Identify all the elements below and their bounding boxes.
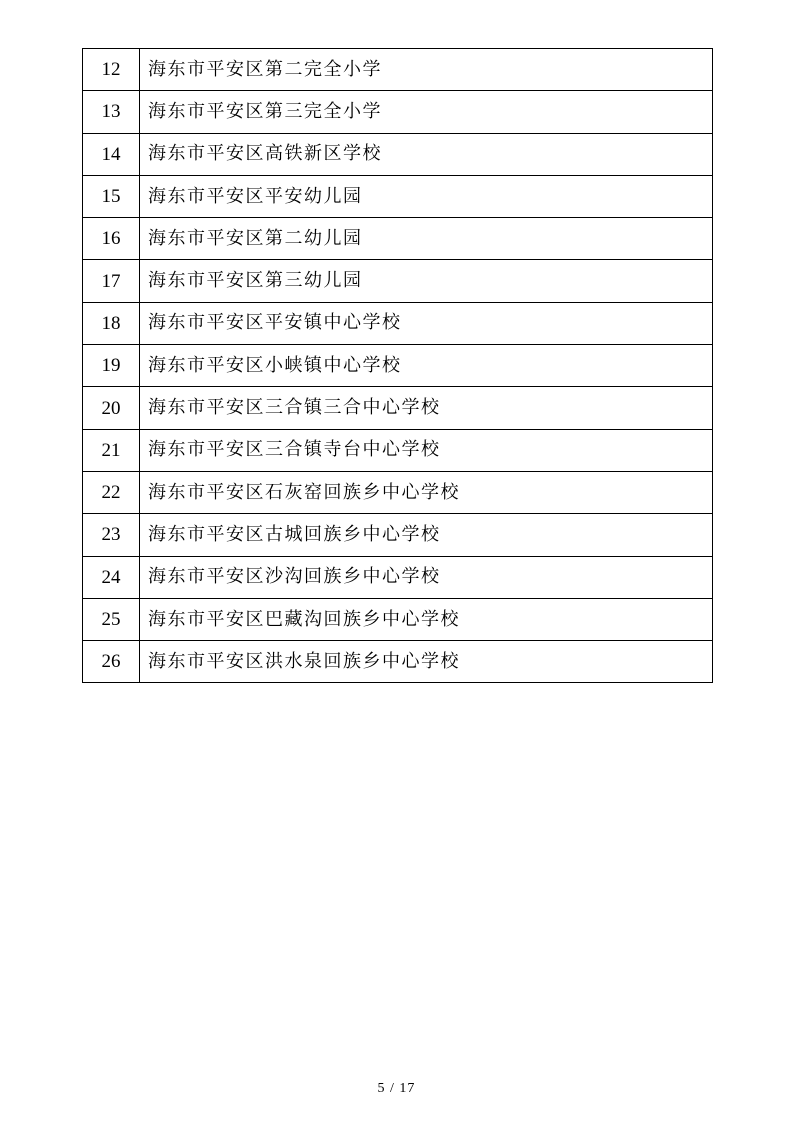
row-number: 19 <box>83 345 140 387</box>
table-row <box>83 556 713 598</box>
table-row <box>83 471 713 513</box>
table-row <box>83 514 713 556</box>
table-row <box>83 49 713 91</box>
row-number: 14 <box>83 133 140 175</box>
table-row <box>83 91 713 133</box>
school-list-table <box>82 48 713 683</box>
school-name: 海东市平安区洪水泉回族乡中心学校 <box>140 641 713 683</box>
school-name: 海东市平安区三合镇三合中心学校 <box>140 387 713 429</box>
page-number: 5 / 17 <box>377 1081 416 1096</box>
row-number: 25 <box>83 598 140 640</box>
table-row <box>83 175 713 217</box>
row-number: 24 <box>83 556 140 598</box>
school-name: 海东市平安区高铁新区学校 <box>140 133 713 175</box>
school-name: 海东市平安区沙沟回族乡中心学校 <box>140 556 713 598</box>
table-row <box>83 429 713 471</box>
school-name: 海东市平安区小峡镇中心学校 <box>140 345 713 387</box>
school-name: 海东市平安区三合镇寺台中心学校 <box>140 429 713 471</box>
table-row <box>83 218 713 260</box>
table-row <box>83 598 713 640</box>
row-number: 18 <box>83 302 140 344</box>
table-row <box>83 345 713 387</box>
row-number: 17 <box>83 260 140 302</box>
school-name: 海东市平安区第三幼儿园 <box>140 260 713 302</box>
school-name: 海东市平安区平安镇中心学校 <box>140 302 713 344</box>
table-row <box>83 387 713 429</box>
table-row <box>83 641 713 683</box>
row-number: 22 <box>83 471 140 513</box>
row-number: 15 <box>83 175 140 217</box>
table-row <box>83 133 713 175</box>
school-name: 海东市平安区巴藏沟回族乡中心学校 <box>140 598 713 640</box>
row-number: 16 <box>83 218 140 260</box>
row-number: 23 <box>83 514 140 556</box>
school-name: 海东市平安区石灰窑回族乡中心学校 <box>140 471 713 513</box>
row-number: 20 <box>83 387 140 429</box>
school-name: 海东市平安区第三完全小学 <box>140 91 713 133</box>
row-number: 26 <box>83 641 140 683</box>
school-name: 海东市平安区平安幼儿园 <box>140 175 713 217</box>
school-name: 海东市平安区古城回族乡中心学校 <box>140 514 713 556</box>
table-row <box>83 302 713 344</box>
row-number: 13 <box>83 91 140 133</box>
school-name: 海东市平安区第二幼儿园 <box>140 218 713 260</box>
row-number: 21 <box>83 429 140 471</box>
row-number: 12 <box>83 49 140 91</box>
table-row <box>83 260 713 302</box>
school-name: 海东市平安区第二完全小学 <box>140 49 713 91</box>
